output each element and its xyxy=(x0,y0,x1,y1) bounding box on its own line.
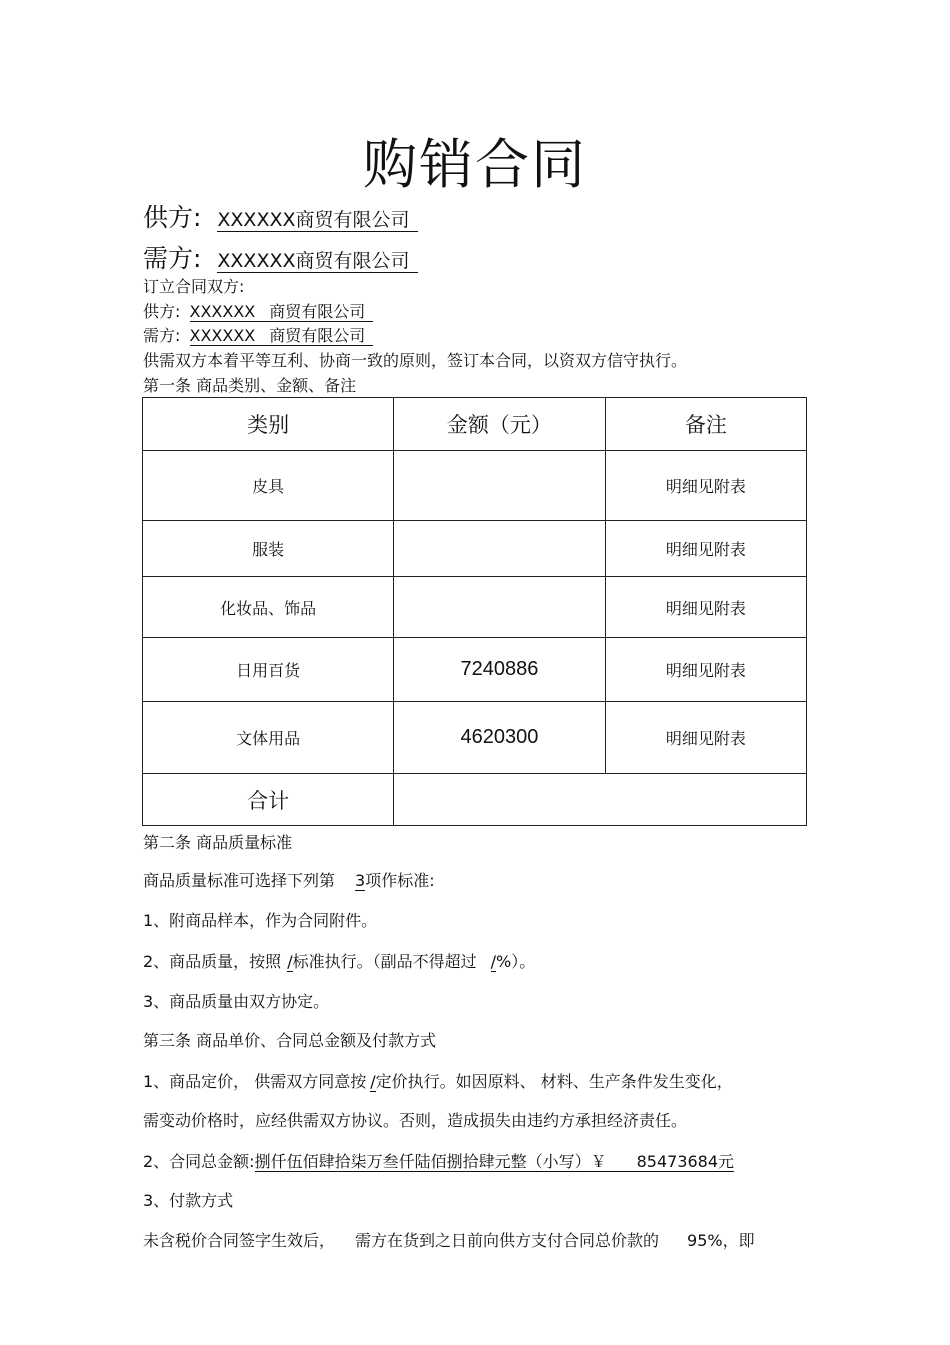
header-amount: 金额（元） xyxy=(394,398,605,451)
intro-supplier-value xyxy=(190,302,374,322)
article3-item2-words: 捌仟伍佰肆拾柒万叁仟陆佰捌拾肆元整（小写）￥ xyxy=(254,1152,607,1171)
article2-select-prefix: 商品质量标准可选择下列第 xyxy=(143,871,336,890)
header-buyer-value: XXXXXX商贸有限公司 xyxy=(217,250,417,273)
article3-item1-blank: / xyxy=(370,1072,376,1091)
article3-payment-a: 未含税价合同签字生效后， xyxy=(143,1231,336,1250)
article3-item3: 3、付款方式 xyxy=(143,1191,234,1210)
header-buyer-label: 需方: xyxy=(143,244,202,273)
intro-buyer-label: 需方: xyxy=(143,326,181,345)
intro-supplier xyxy=(143,299,373,322)
table-header-row xyxy=(143,398,807,451)
header-note: 备注 xyxy=(605,398,806,451)
table-row xyxy=(143,638,807,702)
row-amount: 7240886 xyxy=(394,638,605,702)
article1-heading: 第一条 商品类别、金额、备注 xyxy=(143,376,357,395)
intro-supplier-label: 供方: xyxy=(143,302,181,321)
article3-payment-c: 95%，即 xyxy=(687,1231,755,1250)
intro-buyer-value xyxy=(190,326,374,346)
article3-item1-a: 1、商品定价， 供需双方同意按 xyxy=(143,1072,367,1091)
items-table xyxy=(142,397,807,826)
article2-item2-c: %）。 xyxy=(495,952,536,971)
article2-select-value: 3 xyxy=(355,871,366,890)
article3-item1-line2: 需变动价格时，应经供需双方协议。否则，造成损失由违约方承担经济责任。 xyxy=(143,1111,688,1130)
contract-title: 购销合同 xyxy=(363,133,587,196)
article3-payment xyxy=(143,1228,755,1251)
table-row xyxy=(143,702,807,774)
header-supplier-value: XXXXXX商贸有限公司 xyxy=(217,209,417,232)
intro-supplier-suffix: 商贸有限公司 xyxy=(269,302,366,321)
row-note: 明细见附表 xyxy=(605,451,806,521)
header-supplier-label: 供方: xyxy=(143,203,202,232)
article2-item2-b: 标准执行。（副品不得超过 xyxy=(292,952,477,971)
row-category: 化妆品、饰品 xyxy=(143,577,394,638)
article2-select-line xyxy=(143,868,435,891)
total-label: 合计 xyxy=(143,774,394,826)
article2-item2-blank1: / xyxy=(287,952,293,971)
row-amount xyxy=(394,577,605,638)
article3-item2-number: 85473684元 xyxy=(636,1152,735,1171)
row-note: 明细见附表 xyxy=(605,702,806,774)
row-category: 服装 xyxy=(143,521,394,577)
intro-buyer-name: XXXXXX xyxy=(189,326,256,345)
row-amount: 4620300 xyxy=(394,702,605,774)
row-category: 皮具 xyxy=(143,451,394,521)
article3-item2-amount xyxy=(255,1152,734,1172)
article3-heading: 第三条 商品单价、合同总金额及付款方式 xyxy=(143,1031,437,1050)
row-amount xyxy=(394,451,605,521)
article3-item2 xyxy=(143,1149,734,1172)
table-row xyxy=(143,577,807,638)
article2-item1: 1、附商品样本，作为合同附件。 xyxy=(143,911,378,930)
article3-item2-label: 2、合同总金额: xyxy=(143,1152,255,1171)
intro-line: 订立合同双方: xyxy=(143,277,245,296)
table-row xyxy=(143,451,807,521)
intro-buyer xyxy=(143,323,373,346)
row-category: 文体用品 xyxy=(143,702,394,774)
row-category: 日用百货 xyxy=(143,638,394,702)
row-note: 明细见附表 xyxy=(605,577,806,638)
intro-supplier-name: XXXXXX xyxy=(189,302,256,321)
article3-payment-b: 需方在货到之日前向供方支付合同总价款的 xyxy=(355,1231,660,1250)
article2-item3: 3、商品质量由双方协定。 xyxy=(143,992,330,1011)
article2-select-suffix: 项作标准: xyxy=(365,871,435,890)
article3-item1 xyxy=(143,1069,733,1092)
article3-item1-b: 定价执行。如因原料、 材料、生产条件发生变化， xyxy=(375,1072,733,1091)
table-row xyxy=(143,521,807,577)
table-total-row xyxy=(143,774,807,826)
article2-item2 xyxy=(143,949,535,972)
header-buyer xyxy=(143,239,418,275)
row-amount xyxy=(394,521,605,577)
article2-item2-a: 2、商品质量，按照 xyxy=(143,952,282,971)
article2-item2-blank2: / xyxy=(490,952,496,971)
header-supplier xyxy=(143,198,418,234)
intro-buyer-suffix: 商贸有限公司 xyxy=(269,326,366,345)
article2-heading: 第二条 商品质量标准 xyxy=(143,833,293,852)
intro-principle: 供需双方本着平等互利、协商一致的原则，签订本合同，以资双方信守执行。 xyxy=(143,351,688,370)
row-note: 明细见附表 xyxy=(605,521,806,577)
header-category: 类别 xyxy=(143,398,394,451)
total-value xyxy=(394,774,807,826)
row-note: 明细见附表 xyxy=(605,638,806,702)
